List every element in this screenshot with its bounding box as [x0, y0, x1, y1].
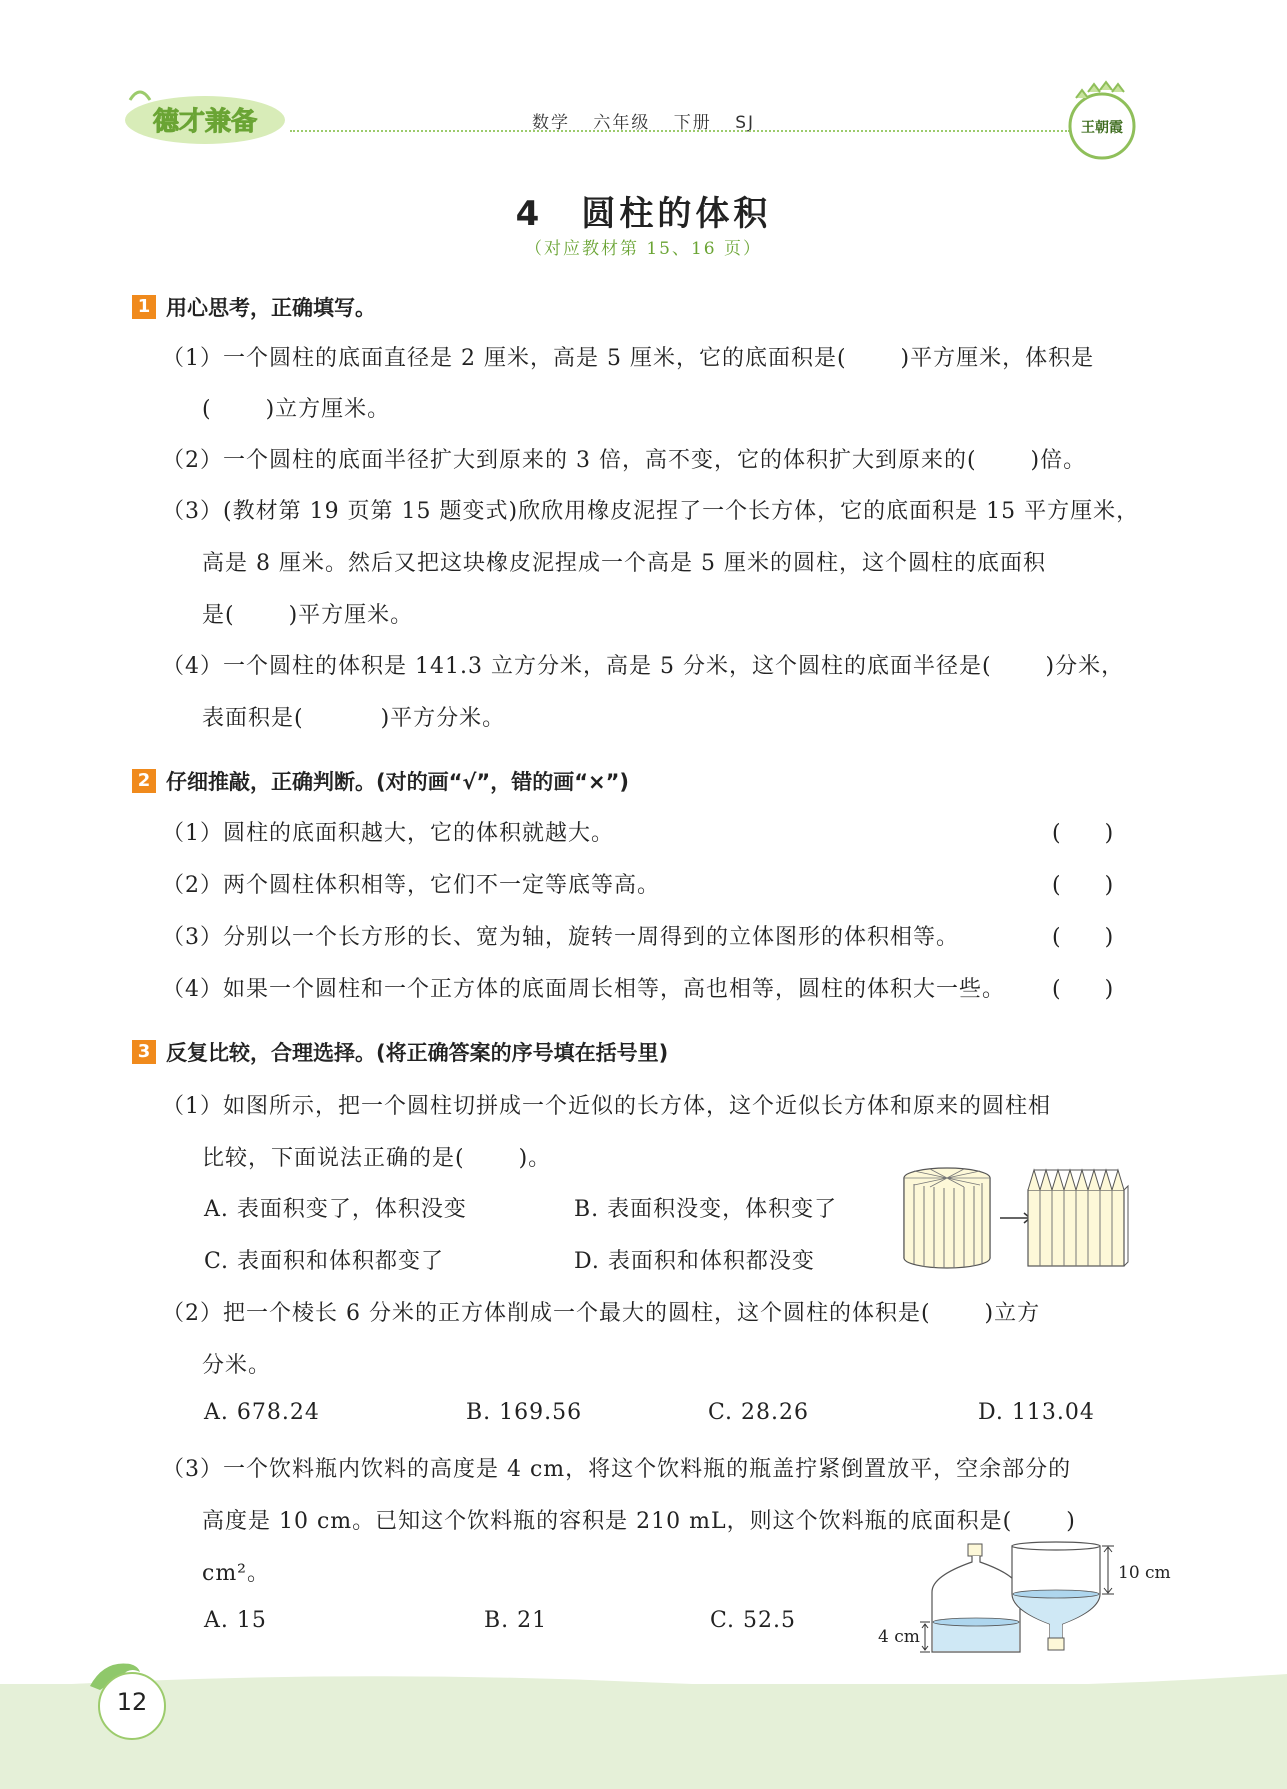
- s3-q3-option-a: A. 15: [204, 1608, 267, 1633]
- s3-q3-line-3: cm²。: [202, 1561, 271, 1586]
- header-volume: 下册: [673, 113, 712, 133]
- s1-line-8: 表面积是( )平方分米。: [202, 706, 506, 731]
- arrow-icon: [1000, 1213, 1030, 1223]
- s1-line-7: （4）一个圆柱的体积是 141.3 立方分米，高是 5 分米，这个圆柱的底面半径是( )分米，: [162, 654, 1125, 679]
- header-edition: SJ: [735, 113, 756, 133]
- prism-shape: [1028, 1170, 1128, 1266]
- section-3-title: 反复比较，合理选择。(将正确答案的序号填在括号里): [166, 1041, 669, 1065]
- logo-text: 德才兼备: [152, 107, 258, 137]
- s2-line-4: （4）如果一个圆柱和一个正方体的底面周长相等，高也相等，圆柱的体积大一些。: [162, 977, 1005, 1002]
- s3-q3-line-1: （3）一个饮料瓶内饮料的高度是 4 cm，将这个饮料瓶的瓶盖拧紧倒置放平，空余部分的: [162, 1457, 1072, 1482]
- cylinder-to-prism-figure: [900, 1166, 1132, 1270]
- header-divider: [290, 130, 1070, 132]
- s3-q2-option-a: A. 678.24: [204, 1400, 320, 1425]
- label-10cm: 10 cm: [1118, 1563, 1171, 1583]
- section-1-heading: [132, 292, 376, 322]
- cylinder-shape: [904, 1168, 990, 1268]
- s3-q1-option-b: B. 表面积没变，体积变了: [574, 1197, 838, 1222]
- author-seal: [1062, 78, 1142, 168]
- s1-line-5: 高是 8 厘米。然后又把这块橡皮泥捏成一个高是 5 厘米的圆柱，这个圆柱的底面积: [202, 551, 1046, 576]
- judge-paren-1: ( ): [1052, 821, 1114, 846]
- s3-q2-line-2: 分米。: [202, 1353, 272, 1378]
- s1-line-6: 是( )平方厘米。: [202, 603, 414, 628]
- s1-line-2: ( )立方厘米。: [202, 397, 391, 422]
- footer-band: [0, 1684, 1287, 1789]
- judge-paren-4: ( ): [1052, 977, 1114, 1002]
- judge-paren-2: ( ): [1052, 873, 1114, 898]
- header-grade: 六年级: [593, 113, 651, 133]
- s3-q3-option-c: C. 52.5: [710, 1608, 797, 1633]
- page-number: 12: [116, 1688, 148, 1716]
- s3-q1-option-d: D. 表面积和体积都没变: [574, 1249, 815, 1274]
- section-1-number: 1: [132, 295, 156, 319]
- s3-q1-option-c: C. 表面积和体积都变了: [204, 1249, 445, 1274]
- section-3-heading: [132, 1037, 668, 1067]
- s1-line-4: （3）(教材第 19 页第 15 题变式)欣欣用橡皮泥捏了一个长方体，它的底面积是 15 平方厘米，: [162, 499, 1140, 524]
- inverted-bottle: [1012, 1542, 1100, 1650]
- s3-q3-option-b: B. 21: [484, 1608, 548, 1633]
- judge-paren-3: ( ): [1052, 925, 1114, 950]
- section-2-number: 2: [132, 769, 156, 793]
- section-2-title: 仔细推敲，正确判断。(对的画“√”，错的画“×”): [166, 770, 630, 794]
- section-1-title: 用心思考，正确填写。: [166, 296, 376, 320]
- s2-line-1: （1）圆柱的底面积越大，它的体积就越大。: [162, 821, 614, 846]
- page-title: 4 圆柱的体积: [515, 194, 772, 234]
- s3-q2-line-1: （2）把一个棱长 6 分米的正方体削成一个最大的圆柱，这个圆柱的体积是( )立方: [162, 1301, 1041, 1326]
- bottle-figure: [878, 1542, 1171, 1660]
- s3-q1-line-2: 比较，下面说法正确的是( )。: [202, 1146, 552, 1171]
- s3-q1-line-1: （1）如图所示，把一个圆柱切拼成一个近似的长方体，这个近似长方体和原来的圆柱相: [162, 1094, 1051, 1119]
- s3-q1-option-a: A. 表面积变了，体积没变: [204, 1197, 467, 1222]
- s2-line-2: （2）两个圆柱体积相等，它们不一定等底等高。: [162, 873, 660, 898]
- s1-line-3: （2）一个圆柱的底面半径扩大到原来的 3 倍，高不变，它的体积扩大到原来的( )倍。: [162, 448, 1087, 473]
- label-4cm: 4 cm: [878, 1627, 920, 1647]
- s2-line-3: （3）分别以一个长方形的长、宽为轴，旋转一周得到的立体图形的体积相等。: [162, 925, 959, 950]
- s3-q2-option-c: C. 28.26: [708, 1400, 810, 1425]
- header-subject: 数学: [531, 113, 570, 133]
- section-2-heading: [132, 766, 629, 796]
- s3-q2-option-d: D. 113.04: [978, 1400, 1095, 1425]
- page-subtitle: （对应教材第 15、16 页）: [524, 239, 763, 259]
- s3-q3-line-2: 高度是 10 cm。已知这个饮料瓶的容积是 210 mL，则这个饮料瓶的底面积是( ): [202, 1509, 1076, 1534]
- upright-bottle: [932, 1544, 1020, 1652]
- section-3-number: 3: [132, 1040, 156, 1064]
- s1-line-1: （1）一个圆柱的底面直径是 2 厘米，高是 5 厘米，它的底面积是( )平方厘米，体积是: [162, 346, 1095, 371]
- s3-q2-option-b: B. 169.56: [466, 1400, 583, 1425]
- seal-text: 王朝霞: [1081, 120, 1123, 136]
